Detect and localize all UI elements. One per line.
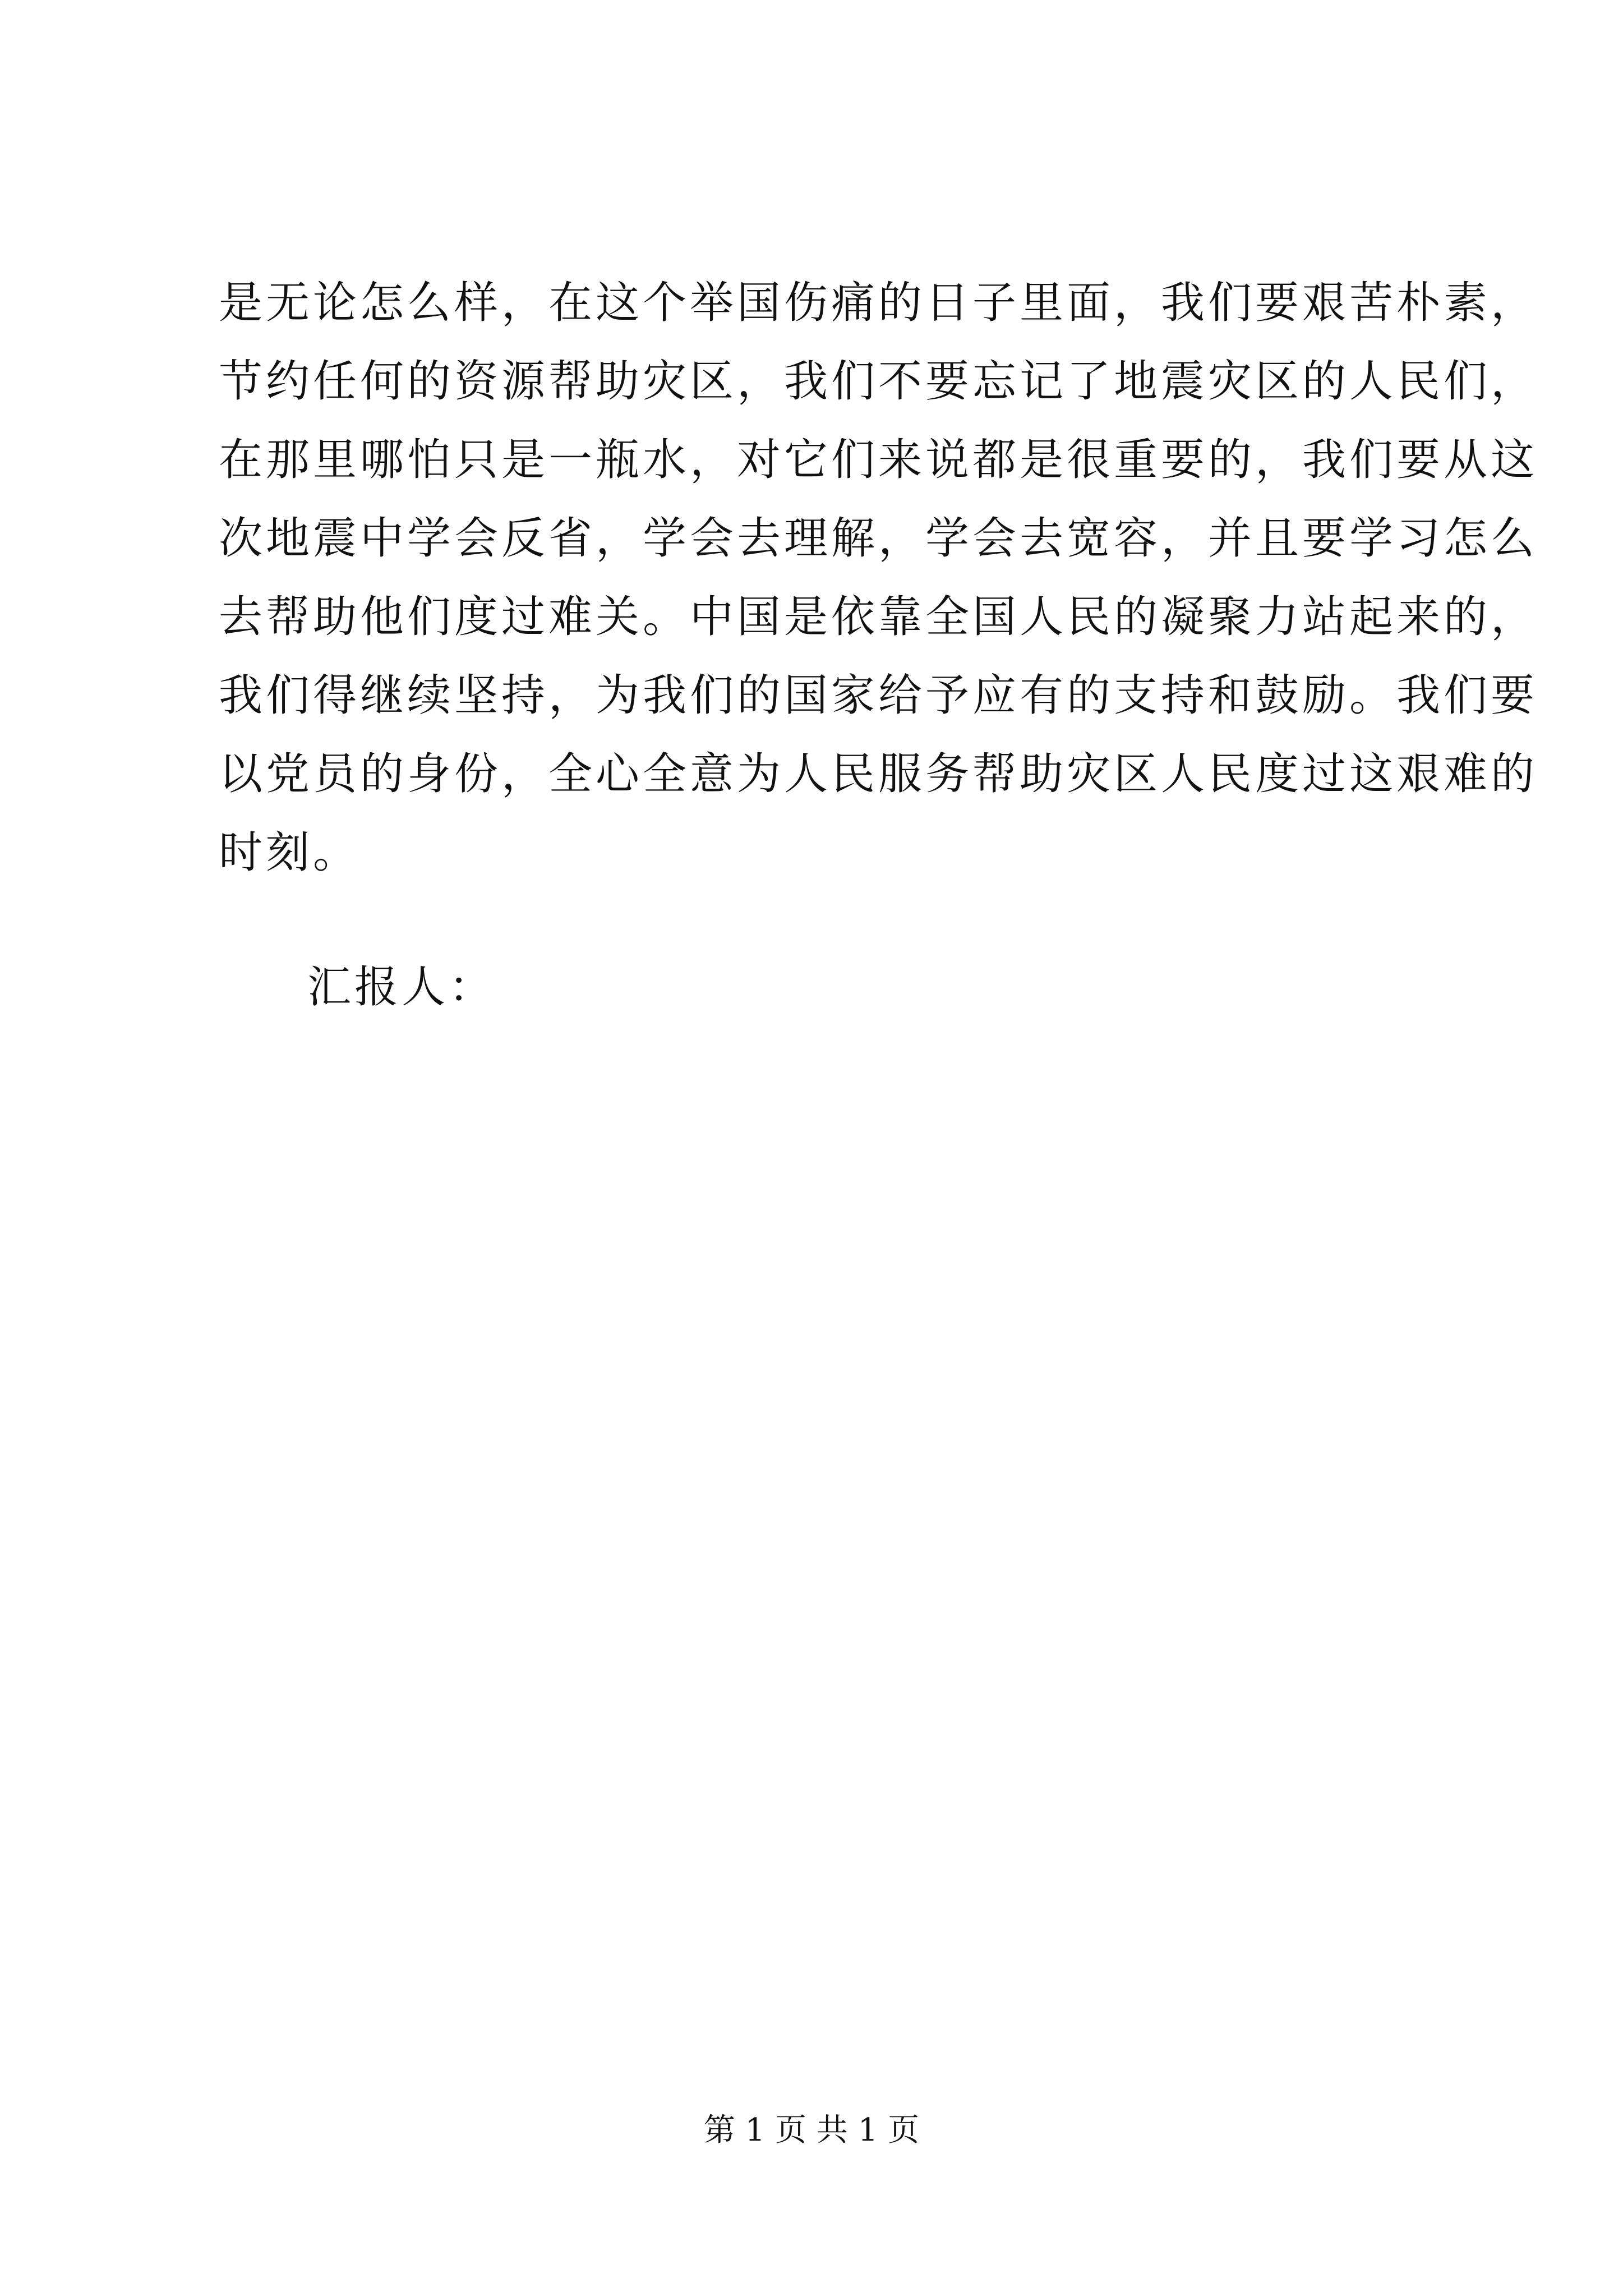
paragraph-line: 节约任何的资源帮助灾区，我们不要忘记了地震灾区的人民们， <box>219 356 1538 407</box>
paragraph-line: 去帮助他们度过难关。中国是依靠全国人民的凝聚力站起来的， <box>219 592 1538 642</box>
paragraph-line: 次地震中学会反省，学会去理解，学会去宽容，并且要学习怎么 <box>219 513 1538 564</box>
body-paragraph <box>219 264 1538 892</box>
paragraph-line: 我们得继续坚持，为我们的国家给予应有的支持和鼓励。我们要 <box>219 670 1538 721</box>
paragraph-line: 在那里哪怕只是一瓶水，对它们来说都是很重要的，我们要从这 <box>219 435 1538 485</box>
paragraph-line: 是无论怎么样，在这个举国伤痛的日子里面，我们要艰苦朴素， <box>219 278 1538 328</box>
page-number-footer: 第 1 页 共 1 页 <box>703 2112 920 2148</box>
paragraph-line: 以党员的身份，全心全意为人民服务帮助灾区人民度过这艰难的 <box>219 749 1538 799</box>
paragraph-line: 时刻。 <box>219 827 361 878</box>
reporter-signature-label: 汇报人： <box>307 962 496 1013</box>
